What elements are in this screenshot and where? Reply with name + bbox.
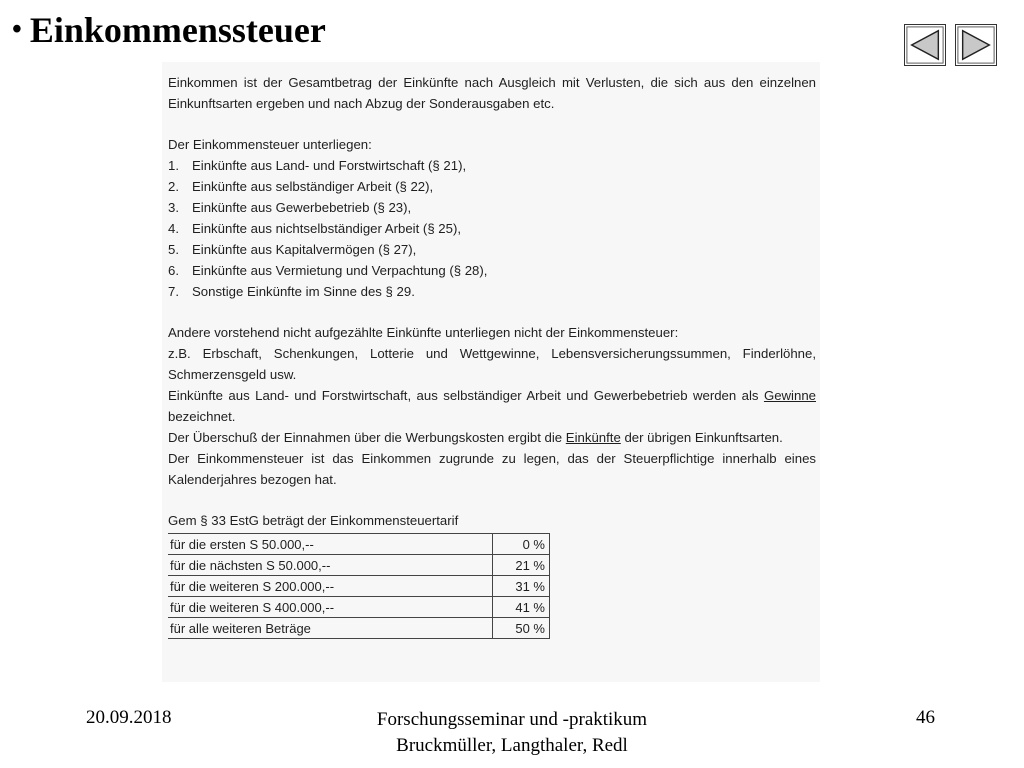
income-type-list xyxy=(168,155,820,302)
list-item-number: 2. xyxy=(168,179,179,194)
tarif-bracket: für die nächsten S 50.000,-- xyxy=(168,555,493,576)
tarif-bracket: für alle weiteren Beträge xyxy=(168,618,493,639)
tarif-rate: 21 % xyxy=(493,555,550,576)
list-item xyxy=(168,281,820,302)
tarif-rate: 41 % xyxy=(493,597,550,618)
list-item-number: 6. xyxy=(168,263,179,278)
previous-slide-button[interactable] xyxy=(904,24,946,66)
gewinne-text-post: bezeichnet. xyxy=(168,409,236,424)
list-item-number: 5. xyxy=(168,242,179,257)
list-item xyxy=(168,176,820,197)
gewinne-paragraph xyxy=(168,385,816,427)
other-income-examples: z.B. Erbschaft, Schenkungen, Lotterie und Wettgewinne, Lebensversicherungssummen, Finderlöhne, Schmerzensgeld usw. xyxy=(168,346,816,382)
einkuenfte-text-post: der übrigen Einkunftsarten. xyxy=(620,430,783,445)
table-row xyxy=(168,534,550,555)
slide-title xyxy=(12,8,326,52)
list-item xyxy=(168,155,820,176)
scanned-document xyxy=(162,62,820,682)
list-item-text: Sonstige Einkünfte im Sinne des § 29. xyxy=(192,284,415,299)
gewinne-term: Gewinne xyxy=(763,388,816,403)
footer-authors: Bruckmüller, Langthaler, Redl xyxy=(396,735,628,756)
list-item xyxy=(168,260,820,281)
footer-course-title: Forschungsseminar und -praktikum xyxy=(376,709,648,730)
list-item xyxy=(168,239,820,260)
zugrunde-paragraph: Der Einkommensteuer ist das Einkommen zugrunde zu legen, das der Steuerpflichtige innerhalb eines Kalenderjahres bezogen hat. xyxy=(168,451,816,487)
triangle-right-icon xyxy=(956,25,996,65)
table-row xyxy=(168,597,550,618)
table-row xyxy=(168,576,550,597)
tarif-rate: 50 % xyxy=(493,618,550,639)
list-item-text: Einkünfte aus selbständiger Arbeit (§ 22), xyxy=(192,179,434,194)
list-item-text: Einkünfte aus Gewerbebetrieb (§ 23), xyxy=(192,200,412,215)
list-item-text: Einkünfte aus Land- und Forstwirtschaft (§ 21), xyxy=(192,158,467,173)
list-item-text: Einkünfte aus Vermietung und Verpachtung (§ 28), xyxy=(192,263,488,278)
list-heading: Der Einkommensteuer unterliegen: xyxy=(168,137,372,152)
footer-date: 20.09.2018 xyxy=(86,707,172,728)
intro-paragraph: Einkommen ist der Gesamtbetrag der Einkünfte nach Ausgleich mit Verlusten, die sich aus den einzelnen Einkunftsarten ergeben und nach Abzug der Sonderausgaben etc. xyxy=(168,75,816,111)
list-item-number: 4. xyxy=(168,221,179,236)
list-item-number: 1. xyxy=(168,158,179,173)
footer-course xyxy=(312,707,712,759)
tarif-bracket: für die weiteren S 200.000,-- xyxy=(168,576,493,597)
slide-title-text: Einkommenssteuer xyxy=(29,10,326,50)
einkuenfte-term: Einkünfte xyxy=(565,430,621,445)
triangle-left-icon xyxy=(905,25,945,65)
list-item xyxy=(168,218,820,239)
list-item-number: 3. xyxy=(168,200,179,215)
table-row xyxy=(168,618,550,639)
tarif-bracket: für die weiteren S 400.000,-- xyxy=(168,597,493,618)
tarif-heading: Gem § 33 EstG beträgt der Einkommensteuertarif xyxy=(168,513,459,528)
einkuenfte-paragraph xyxy=(168,427,816,448)
einkuenfte-text-pre: Der Überschuß der Einnahmen über die Werbungskosten ergibt die xyxy=(168,430,566,445)
gewinne-text-pre: Einkünfte aus Land- und Forstwirtschaft, aus selbständiger Arbeit und Gewerbebetrieb werden als xyxy=(168,388,764,403)
table-row xyxy=(168,555,550,576)
list-item-text: Einkünfte aus Kapitalvermögen (§ 27), xyxy=(192,242,417,257)
tarif-rate: 31 % xyxy=(493,576,550,597)
page-number: 46 xyxy=(916,707,935,728)
tax-rate-table xyxy=(168,533,550,639)
tarif-rate: 0 % xyxy=(493,534,550,555)
tarif-bracket: für die ersten S 50.000,-- xyxy=(168,534,493,555)
title-bullet: • xyxy=(12,14,22,45)
list-item-text: Einkünfte aus nichtselbständiger Arbeit (§ 25), xyxy=(192,221,462,236)
list-item-number: 7. xyxy=(168,284,179,299)
other-income-heading: Andere vorstehend nicht aufgezählte Einkünfte unterliegen nicht der Einkommensteuer: xyxy=(168,325,679,340)
list-item xyxy=(168,197,820,218)
next-slide-button[interactable] xyxy=(955,24,997,66)
